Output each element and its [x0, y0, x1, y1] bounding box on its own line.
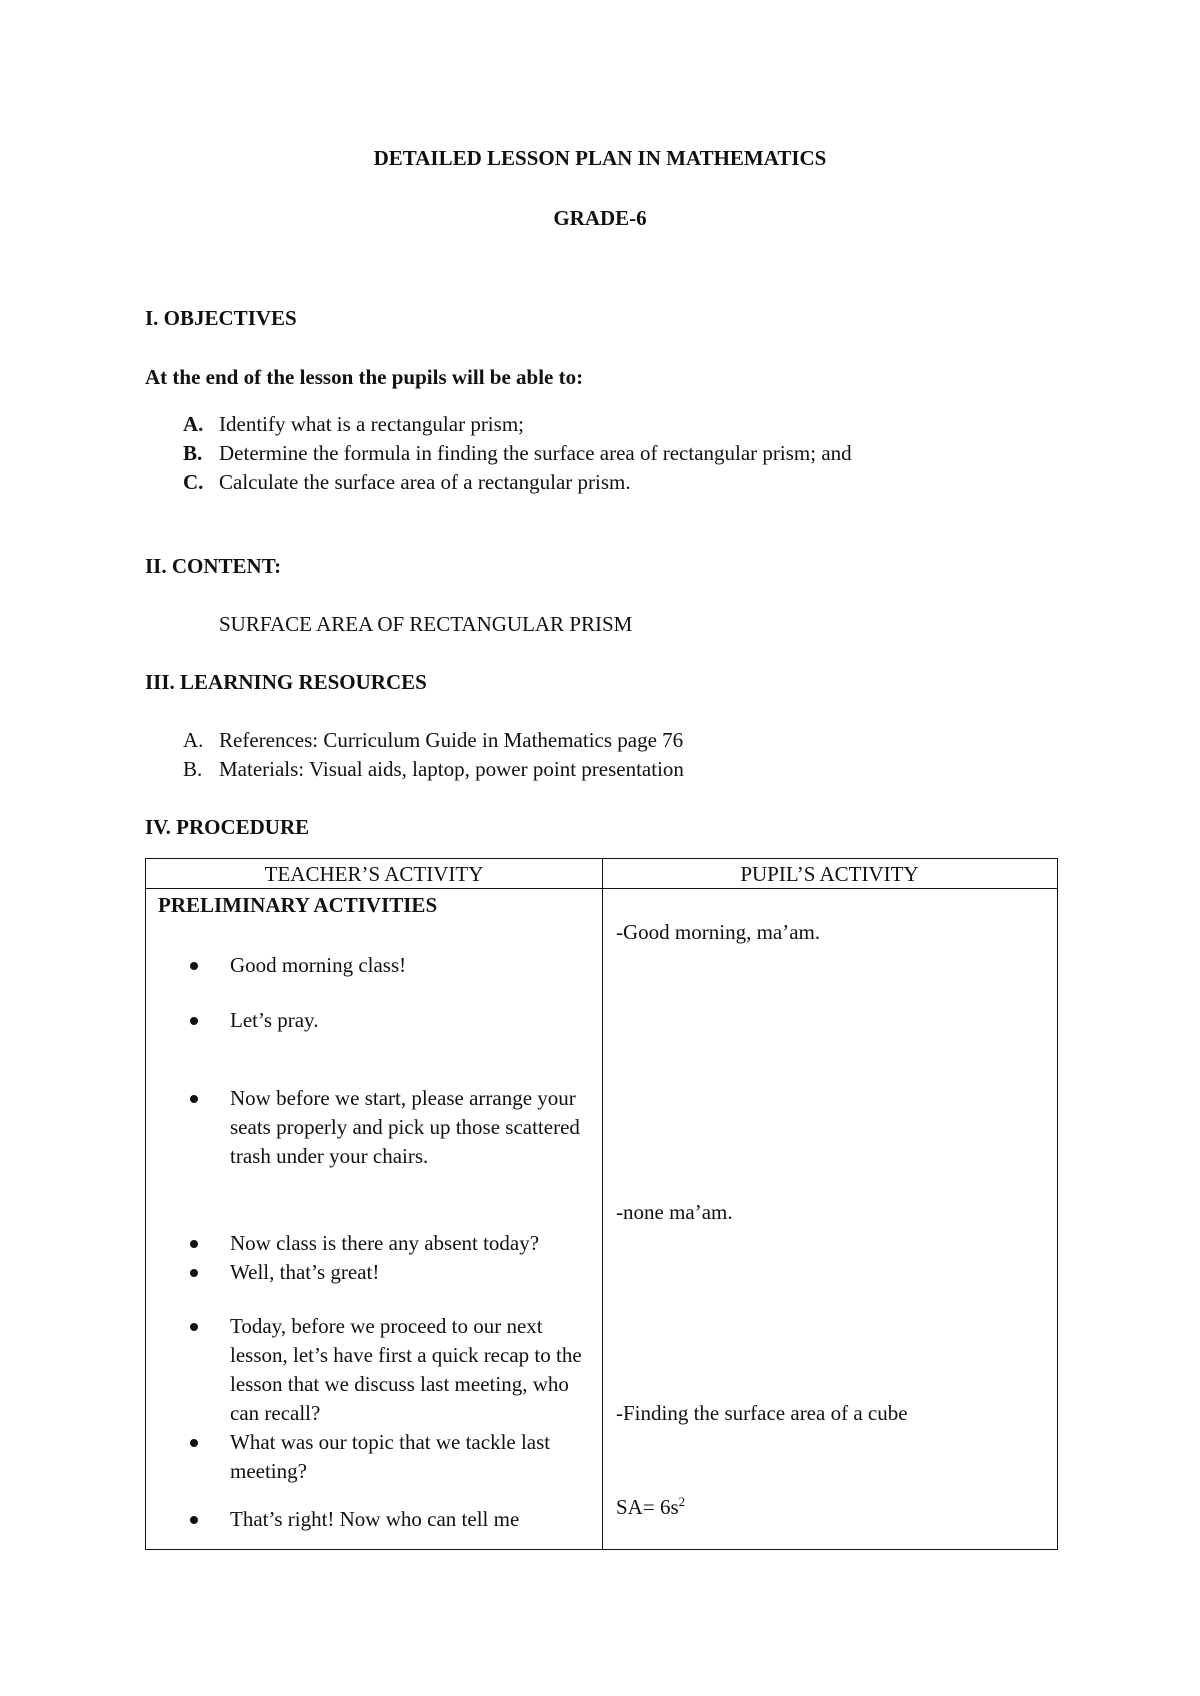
procedure-table: [145, 858, 1058, 1550]
table-column-divider: [602, 859, 603, 1549]
bullet-dot: [190, 1240, 198, 1248]
bullet-dot: [190, 1439, 198, 1447]
pupil-response-formula: [616, 1493, 685, 1522]
formula-exponent: 2: [678, 1494, 686, 1509]
resources-heading: III. LEARNING RESOURCES: [145, 670, 427, 694]
teacher-activity-cell: [158, 891, 598, 920]
resource-text: References: Curriculum Guide in Mathematics page 76: [219, 728, 684, 752]
bullet-dot: [190, 1269, 198, 1277]
teacher-line: Well, that’s great!: [230, 1260, 380, 1284]
content-heading: II. CONTENT:: [145, 554, 282, 578]
pupil-response-absent: -none ma’am.: [616, 1200, 733, 1224]
preliminary-activities-label: PRELIMINARY ACTIVITIES: [158, 893, 438, 917]
bullet-dot: [190, 1323, 198, 1331]
objective-text: Identify what is a rectangular prism;: [219, 412, 524, 436]
resource-text: Materials: Visual aids, laptop, power point presentation: [219, 757, 684, 781]
pupil-response-greeting: -Good morning, ma’am.: [616, 920, 821, 944]
resource-letter: A.: [183, 728, 204, 752]
objectives-intro: At the end of the lesson the pupils will be able to:: [145, 365, 584, 389]
bullet-dot: [190, 1516, 198, 1524]
grade-level: GRADE-6: [553, 206, 647, 230]
objective-letter: C.: [183, 470, 204, 494]
objective-text: Calculate the surface area of a rectangular prism.: [219, 470, 631, 494]
objective-text: Determine the formula in finding the surface area of rectangular prism; and: [219, 441, 852, 465]
procedure-heading: IV. PROCEDURE: [145, 815, 310, 839]
bullet-dot: [190, 962, 198, 970]
teacher-line: Let’s pray.: [230, 1008, 319, 1032]
objective-letter: B.: [183, 441, 203, 465]
pupil-activity-header: PUPIL’S ACTIVITY: [740, 862, 919, 886]
teacher-line: Now class is there any absent today?: [230, 1231, 540, 1255]
bullet-dot: [190, 1095, 198, 1103]
document-title: DETAILED LESSON PLAN IN MATHEMATICS: [373, 146, 827, 170]
formula-base: SA= 6s: [616, 1495, 679, 1519]
teacher-activity-header: TEACHER’S ACTIVITY: [264, 862, 484, 886]
content-topic: SURFACE AREA OF RECTANGULAR PRISM: [219, 612, 633, 636]
bullet-dot: [190, 1017, 198, 1025]
objectives-heading: I. OBJECTIVES: [145, 306, 297, 330]
teacher-line: That’s right! Now who can tell me: [230, 1507, 520, 1531]
objective-letter: A.: [183, 412, 204, 436]
resource-letter: B.: [183, 757, 203, 781]
teacher-line: What was our topic that we tackle last meeting?: [230, 1430, 551, 1483]
teacher-line: Good morning class!: [230, 953, 407, 977]
pupil-response-recall: -Finding the surface area of a cube: [616, 1401, 908, 1425]
teacher-line: Today, before we proceed to our next lesson, let’s have first a quick recap to the lesson that we discuss last meeting, who can recall?: [230, 1314, 582, 1425]
teacher-line: Now before we start, please arrange your seats properly and pick up those scattered trash under your chairs.: [230, 1086, 580, 1168]
